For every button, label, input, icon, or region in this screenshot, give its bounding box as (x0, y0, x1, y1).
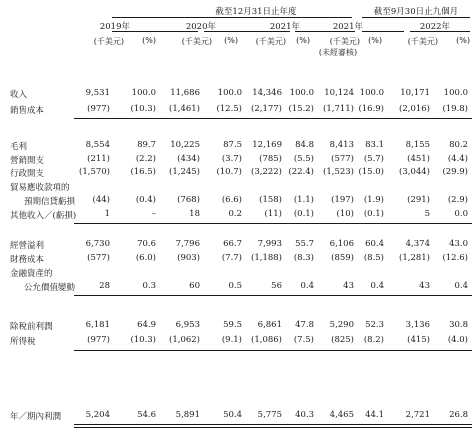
cell: 0.4 (454, 281, 468, 291)
cell: (825) (331, 335, 354, 345)
group-header-ninemonth-rule (362, 17, 470, 18)
cell: 59.5 (223, 320, 242, 330)
row-label: 毛利 (10, 142, 28, 152)
rule-after-fair-value (74, 295, 472, 296)
unit-col-3: (千美元) (255, 37, 286, 46)
cell: 60.4 (365, 239, 384, 249)
cell: (2,016) (399, 104, 430, 114)
cell: 100.0 (443, 88, 468, 98)
cell: 10,171 (400, 88, 430, 98)
group-header-annual-rule (112, 17, 352, 18)
cell: 80.2 (449, 140, 468, 150)
year-rule-5 (410, 31, 470, 32)
cell: (15.2) (288, 104, 314, 114)
cell: 10,225 (170, 140, 200, 150)
row-label: 年／期內利潤 (10, 412, 62, 422)
cell: 43 (419, 281, 430, 291)
cell: 5,891 (175, 410, 200, 420)
cell: 83.1 (365, 140, 384, 150)
cell: (16.9) (358, 104, 384, 114)
cell: 6,730 (85, 239, 110, 249)
rule-after-other-income (74, 223, 472, 224)
cell: 26.8 (449, 410, 468, 420)
cell: 89.7 (137, 140, 156, 150)
cell: (2.2) (135, 154, 156, 164)
cell: 100.0 (289, 88, 314, 98)
cell: (977) (87, 335, 110, 345)
cell: 43.0 (449, 239, 468, 249)
year-rule-3 (295, 31, 355, 32)
cell: (577) (331, 154, 354, 164)
cell: 43 (343, 281, 354, 291)
cell: 0.5 (228, 281, 242, 291)
cell: 28 (99, 281, 110, 291)
row-label: 財務成本 (10, 255, 45, 265)
cell: 100.0 (217, 88, 242, 98)
year-2021: 2021年 (269, 22, 300, 32)
cell: 5 (424, 209, 430, 219)
row-admin-expenses (0, 167, 474, 179)
cell: (10.3) (130, 104, 156, 114)
row-financial-assets-label (0, 267, 474, 279)
cell: (5.7) (363, 154, 384, 164)
row-label: 預期信貸虧損 (24, 197, 76, 207)
cell: (0.1) (293, 209, 314, 219)
cell: 0.4 (370, 281, 384, 291)
cell: (11) (264, 209, 282, 219)
cell: (3,222) (251, 167, 282, 177)
cell: 0.3 (142, 281, 156, 291)
cell: 11,686 (170, 88, 200, 98)
row-label: 行政開支 (10, 169, 45, 179)
year-2021-9m: 2021年 (332, 22, 363, 32)
cell: 4,465 (329, 410, 354, 420)
cell: 1 (104, 209, 110, 219)
row-finance-costs (0, 253, 474, 265)
cell: – (151, 209, 156, 219)
cell: 14,346 (252, 88, 282, 98)
row-label: 金融資產的 (10, 269, 53, 279)
cell: 84.8 (295, 140, 314, 150)
cell: (44) (92, 195, 110, 205)
row-expected-credit-loss (0, 195, 474, 207)
cell: 18 (189, 209, 200, 219)
cell: 7,796 (175, 239, 200, 249)
group-header-annual: 截至12月31日止年度 (215, 7, 297, 17)
cell: (6.0) (135, 253, 156, 263)
year-rule-2 (204, 31, 290, 32)
double-rule-total (74, 424, 472, 428)
cell: 3,136 (405, 320, 430, 330)
cell: (12.6) (442, 253, 468, 263)
cell: 6,953 (175, 320, 200, 330)
cell: 7,993 (257, 239, 282, 249)
year-rule-1 (112, 31, 198, 32)
cell: (158) (259, 195, 282, 205)
cell: 54.6 (137, 410, 156, 420)
row-gross-profit (0, 140, 474, 152)
row-revenue (0, 88, 474, 100)
unit-col-1: (千美元) (93, 37, 124, 46)
row-other-income (0, 209, 474, 221)
cell: 66.7 (223, 239, 242, 249)
cell: (15.0) (358, 167, 384, 177)
row-label: 營銷開支 (10, 156, 45, 166)
cell: (415) (407, 335, 430, 345)
cell: 8,413 (329, 140, 354, 150)
cell: 5,290 (329, 320, 354, 330)
cell: 6,861 (257, 320, 282, 330)
cell: (2.9) (447, 195, 468, 205)
group-header-ninemonth: 截至9月30日止九個月 (373, 7, 459, 17)
cell: (1.1) (293, 195, 314, 205)
row-income-tax (0, 335, 474, 347)
cell: 0.4 (300, 281, 314, 291)
cell: (451) (407, 154, 430, 164)
cell: (1.9) (363, 195, 384, 205)
cell: 56 (271, 281, 282, 291)
cell: (7.7) (221, 253, 242, 263)
cell: 6,181 (85, 320, 110, 330)
cell: (1,281) (399, 253, 430, 263)
cell: (5.5) (293, 154, 314, 164)
cell: 10,124 (324, 88, 354, 98)
cell: (1,461) (169, 104, 200, 114)
pct-col-3: (%) (296, 36, 310, 45)
cell: 70.6 (137, 239, 156, 249)
cell: 6,106 (329, 239, 354, 249)
pct-col-1: (%) (142, 36, 156, 45)
cell: 40.3 (295, 410, 314, 420)
cell: 9,531 (85, 88, 110, 98)
cell: (903) (177, 253, 200, 263)
pct-col-5: (%) (456, 36, 470, 45)
cell: 100.0 (359, 88, 384, 98)
cell: (1,523) (323, 167, 354, 177)
cell: (29.9) (442, 167, 468, 177)
unit-col-4: (千美元) (329, 37, 360, 46)
row-fair-value-change (0, 281, 474, 293)
row-label: 公允價值變動 (24, 283, 76, 293)
row-cost-of-sales (0, 104, 474, 116)
cell: 0.2 (228, 209, 242, 219)
row-trade-receivables-label (0, 181, 474, 193)
cell: (1,711) (323, 104, 354, 114)
row-label: 經營溢利 (10, 241, 45, 251)
cell: (1,245) (169, 167, 200, 177)
cell: 64.9 (137, 320, 156, 330)
row-label: 所得稅 (10, 337, 36, 347)
cell: (434) (177, 154, 200, 164)
row-label: 其他收入／(虧損) (10, 211, 77, 221)
cell: (6.6) (221, 195, 242, 205)
row-label: 銷售成本 (10, 106, 45, 116)
unaudited-note: (未經審核) (318, 48, 358, 57)
row-operating-profit (0, 239, 474, 251)
cell: 5,204 (85, 410, 110, 420)
cell: (4.0) (447, 335, 468, 345)
row-marketing-expenses (0, 154, 474, 166)
unit-col-2: (千美元) (181, 37, 212, 46)
year-2022-9m: 2022年 (419, 22, 450, 32)
cell: (7.5) (293, 335, 314, 345)
cell: (977) (87, 104, 110, 114)
cell: (1,570) (79, 167, 110, 177)
cell: (1,062) (169, 335, 200, 345)
cell: (9.1) (221, 335, 242, 345)
cell: 44.1 (365, 410, 384, 420)
cell: (8.5) (363, 253, 384, 263)
cell: (3,044) (399, 167, 430, 177)
unit-col-5: (千美元) (407, 37, 438, 46)
cell: (1,086) (251, 335, 282, 345)
pct-col-4: (%) (368, 36, 382, 45)
cell: (1,188) (251, 253, 282, 263)
cell: (0.4) (135, 195, 156, 205)
cell: (16.5) (130, 167, 156, 177)
cell: (10) (336, 209, 354, 219)
cell: 47.8 (295, 320, 314, 330)
year-2020: 2020年 (185, 22, 216, 32)
year-rule-4 (362, 31, 404, 32)
row-label: 除稅前利潤 (10, 322, 53, 332)
cell: (577) (87, 253, 110, 263)
cell: 55.7 (295, 239, 314, 249)
cell: (211) (87, 154, 110, 164)
row-label: 貿易應收款項的 (10, 183, 70, 193)
cell: 87.5 (223, 140, 242, 150)
cell: 8,554 (85, 140, 110, 150)
pct-col-2: (%) (224, 36, 238, 45)
rule-after-tax (74, 350, 472, 351)
row-label: 收入 (10, 90, 28, 100)
cell: (22.4) (288, 167, 314, 177)
cell: (10.7) (216, 167, 242, 177)
cell: 50.4 (223, 410, 242, 420)
cell: (859) (331, 253, 354, 263)
cell: (2,177) (251, 104, 282, 114)
cell: (10.3) (130, 335, 156, 345)
cell: 5,775 (257, 410, 282, 420)
cell: (8.2) (363, 335, 384, 345)
cell: (785) (259, 154, 282, 164)
cell: (4.4) (447, 154, 468, 164)
row-profit-for-period (0, 410, 474, 422)
cell: (197) (331, 195, 354, 205)
cell: (8.3) (293, 253, 314, 263)
cell: (19.8) (442, 104, 468, 114)
cell: 8,155 (405, 140, 430, 150)
row-profit-before-tax (0, 320, 474, 332)
cell: 100.0 (131, 88, 156, 98)
cell: 4,374 (405, 239, 430, 249)
cell: (12.5) (216, 104, 242, 114)
cell: 60 (189, 281, 200, 291)
cell: 12,169 (252, 140, 282, 150)
rule-after-cost (74, 118, 472, 119)
cell: (768) (177, 195, 200, 205)
cell: 0.0 (454, 209, 468, 219)
cell: 2,721 (405, 410, 430, 420)
cell: 52.3 (365, 320, 384, 330)
cell: (3.7) (221, 154, 242, 164)
year-2019: 2019年 (99, 22, 130, 32)
cell: (0.1) (363, 209, 384, 219)
cell: 30.8 (449, 320, 468, 330)
cell: (291) (407, 195, 430, 205)
